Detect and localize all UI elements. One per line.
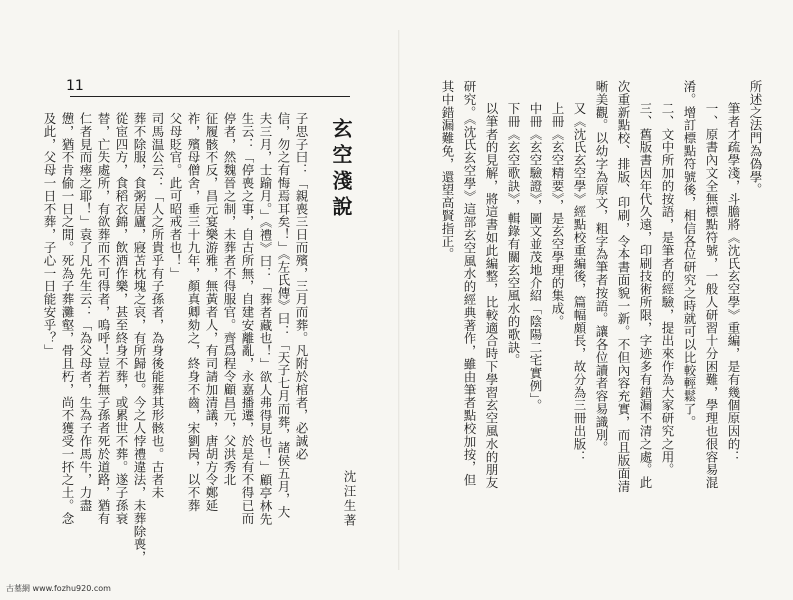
header-rule (70, 96, 350, 97)
article-title: 玄空淺說 (329, 118, 353, 222)
article-author: 沈汪生著 (342, 470, 357, 528)
text-column: 一、原書內文全無標點符號，一般人研習十分困難，學理也很容易混 (704, 102, 719, 489)
text-column: 下冊《玄空歌訣》，輯錄有關玄空風水的歌訣。 (506, 102, 521, 367)
text-column: 祚，殯母僧舍，垂三十九年，顏真卿劾之，終身不齒，宋劉昺，以不葬 (186, 112, 201, 512)
text-column: 次重新點校、排版、印刷，令本書面貌一新。不但內容充實，而且版面清 (616, 80, 631, 493)
right-page (400, 0, 793, 600)
text-column: 晰美觀。以幼字為原文，粗字為筆者按語。讓各位讀者容易識別。 (594, 80, 609, 455)
text-column: 停者，然魏晉之制，未葬者不得服官。齊爲程令顧昌元，父洪秀北 (222, 112, 237, 487)
text-column: 征履骸不反，昌元宴樂游雅，無黃者人，有司請加清議，唐胡方令鄭延 (204, 112, 219, 512)
text-column: 替，亡失處所，有欲葬而不可得者，嗚呼！豈若無子孫者死於道路，猶有 (96, 112, 111, 525)
text-column: 又《沈氏玄空學》經點校重編後，篇幅頗長，故分為三冊出版： (572, 102, 587, 464)
text-column: 研究。《沈氏玄空學》這部玄空風水的經典著作，雖由筆者點校加按，但 (462, 80, 477, 487)
text-column: 葬不除服，食粥居廬，寢苫枕塊之哀，有所歸也。今之人悖禮違法，未葬除喪， (132, 112, 147, 564)
text-column: 及此，父母一日不葬，子心一日能安乎？」 (42, 112, 57, 358)
text-column: 夫三月，士踰月。」《禮》曰：「葬者藏也！」欲人弗得見也！」顧亭林先 (258, 112, 273, 526)
text-column: 中冊《玄空驗證》，圖文並茂地介紹「陰陽二宅實例」。 (528, 102, 543, 412)
text-column: 憊，猶不肯偷一日之閒。死為子葬灘壑，骨且朽，尚不獲受一抔之土。念 (60, 112, 75, 525)
text-column: 三、舊版書因年代久遠，印刷技術所限，字迹多有錯漏不清之處。此 (638, 102, 653, 489)
site-watermark: 古墓網 www.fozhu920.com (6, 584, 111, 593)
text-column: 生云：「停喪之事，自古所無，自建安離亂，永嘉播遷，於是有不得已而 (240, 112, 255, 525)
text-column: 從宦四方，食稻衣錦，飲酒作樂，甚至終身不葬，或累世不葬。遂子孫衰 (114, 112, 129, 525)
text-column: 信，勿之有悔焉耳矣！」《左氏傳》曰：「天子七月而葬，諸侯五月，大 (276, 112, 291, 519)
text-column: 二、文中所加的按語，是筆者的經驗，提出來作為大家研究之用。 (660, 102, 675, 477)
text-column: 父母貶官。此可昭戒者也！」 (168, 112, 183, 280)
text-column: 其中錯漏難免，還望高賢指正。 (440, 80, 455, 261)
page-number: 11 (66, 78, 84, 94)
text-column: 淆。增訂標點符號後，相信各位研究之時就可以比較輕鬆了。 (682, 80, 697, 429)
text-column: 所述之法門為偽學。 (748, 80, 763, 197)
text-column: 筆者才疏學淺，斗膽將《沈氏玄空學》重編，是有幾個原因的： (726, 102, 741, 464)
text-column: 子思子曰：「親喪三日而殯，三月而葬。凡附於棺者，必誠必 (294, 112, 309, 461)
text-column: 仁者見而瘞之耶！」袁了凡先生云：「為父母者，生為子作馬牛，力盡 (78, 112, 93, 512)
text-column: 司馬温公云：「人之所貴乎有子孫者，為身後能葬其形骸也。古者未 (150, 112, 165, 499)
text-column: 以筆者的見解，將這書如此編整，比較適合時下學習玄空風水的朋友 (484, 102, 499, 489)
text-column: 上冊《玄空精要》，是玄空學理的集成。 (550, 102, 565, 328)
